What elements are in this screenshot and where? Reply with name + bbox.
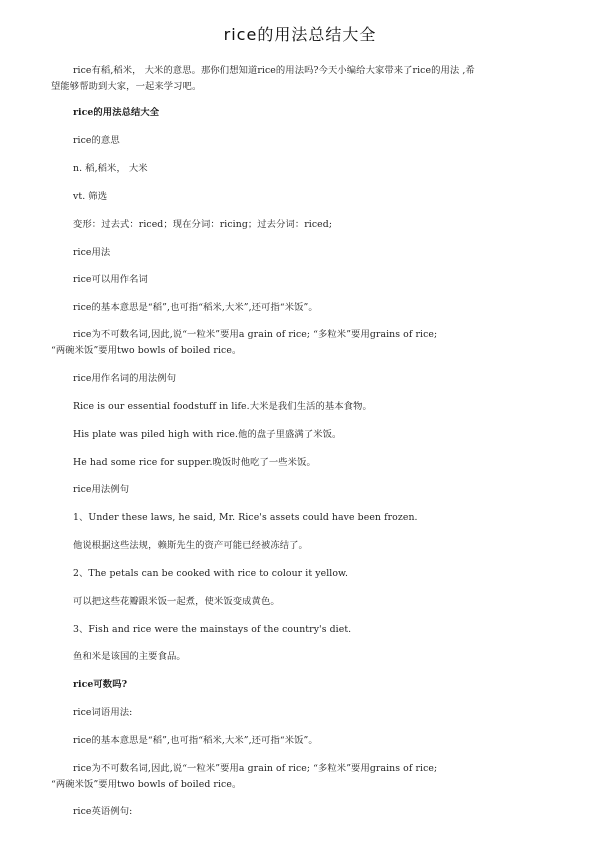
- vocab-basic-meaning: rice的基本意思是“稻”,也可指“稻米,大米”,还可指“米饭”。: [73, 735, 318, 746]
- example-noun-1: Rice is our essential foodstuff in life.大米是我们生活的基本食物。: [73, 401, 372, 412]
- english-examples-heading: rice英语例句:: [73, 806, 133, 817]
- vocab-uncountable-line-2: “两碗米饭”要用two bowls of boiled rice。: [51, 779, 242, 790]
- example-noun-2: His plate was piled high with rice.他的盘子里盛满了米饭。: [73, 429, 342, 440]
- noun-examples-heading: rice用作名词的用法例句: [73, 373, 177, 384]
- example-1-chinese: 他说根据这些法规，赖斯先生的资产可能已经被冻结了。: [73, 540, 308, 551]
- meaning-noun: n. 稻,稻米， 大米: [73, 163, 148, 174]
- vocab-uncountable-line-1: rice为不可数名词,因此,说“一粒米”要用a grain of rice; “多粒米”要用grains of rice;: [73, 763, 438, 774]
- basic-meaning: rice的基本意思是“稻”,也可指“稻米,大米”,还可指“米饭”。: [73, 302, 318, 313]
- usage-noun: rice可以用作名词: [73, 274, 148, 285]
- intro-text-line-2: 望能够帮助到大家，一起来学习吧。: [51, 81, 202, 92]
- meaning-heading: rice的意思: [73, 135, 120, 146]
- uncountable-note-line-2: “两碗米饭”要用two bowls of boiled rice。: [51, 345, 242, 356]
- inflections: 变形：过去式：riced；现在分词：ricing；过去分词：riced;: [73, 219, 333, 230]
- example-3-chinese: 鱼和米是该国的主要食品。: [73, 651, 186, 662]
- usage-heading: rice用法: [73, 247, 111, 258]
- example-noun-3: He had some rice for supper.晚饭时他吃了一些米饭。: [73, 457, 316, 468]
- example-2-english: 2、The petals can be cooked with rice to colour it yellow.: [73, 568, 349, 579]
- intro-text-line-1: rice有稻,稻米， 大米的意思。那你们想知道rice的用法吗?今天小编给大家带来了rice的用法 ,希: [73, 65, 475, 76]
- section-heading-usage-summary: rice的用法总结大全: [73, 107, 160, 118]
- example-2-chinese: 可以把这些花瓣跟米饭一起煮，使米饭变成黄色。: [73, 596, 280, 607]
- uncountable-note-line-1: rice为不可数名词,因此,说“一粒米”要用a grain of rice; “多粒米”要用grains of rice;: [73, 329, 438, 340]
- vocab-usage-heading: rice词语用法:: [73, 707, 133, 718]
- example-3-english: 3、Fish and rice were the mainstays of the country's diet.: [73, 624, 352, 635]
- example-1-english: 1、Under these laws, he said, Mr. Rice's assets could have been frozen.: [73, 512, 418, 523]
- meaning-verb: vt. 筛选: [73, 191, 108, 202]
- section-heading-countable: rice可数吗?: [73, 679, 128, 690]
- document-title: rice的用法总结大全: [223, 25, 377, 44]
- examples-heading: rice用法例句: [73, 484, 130, 495]
